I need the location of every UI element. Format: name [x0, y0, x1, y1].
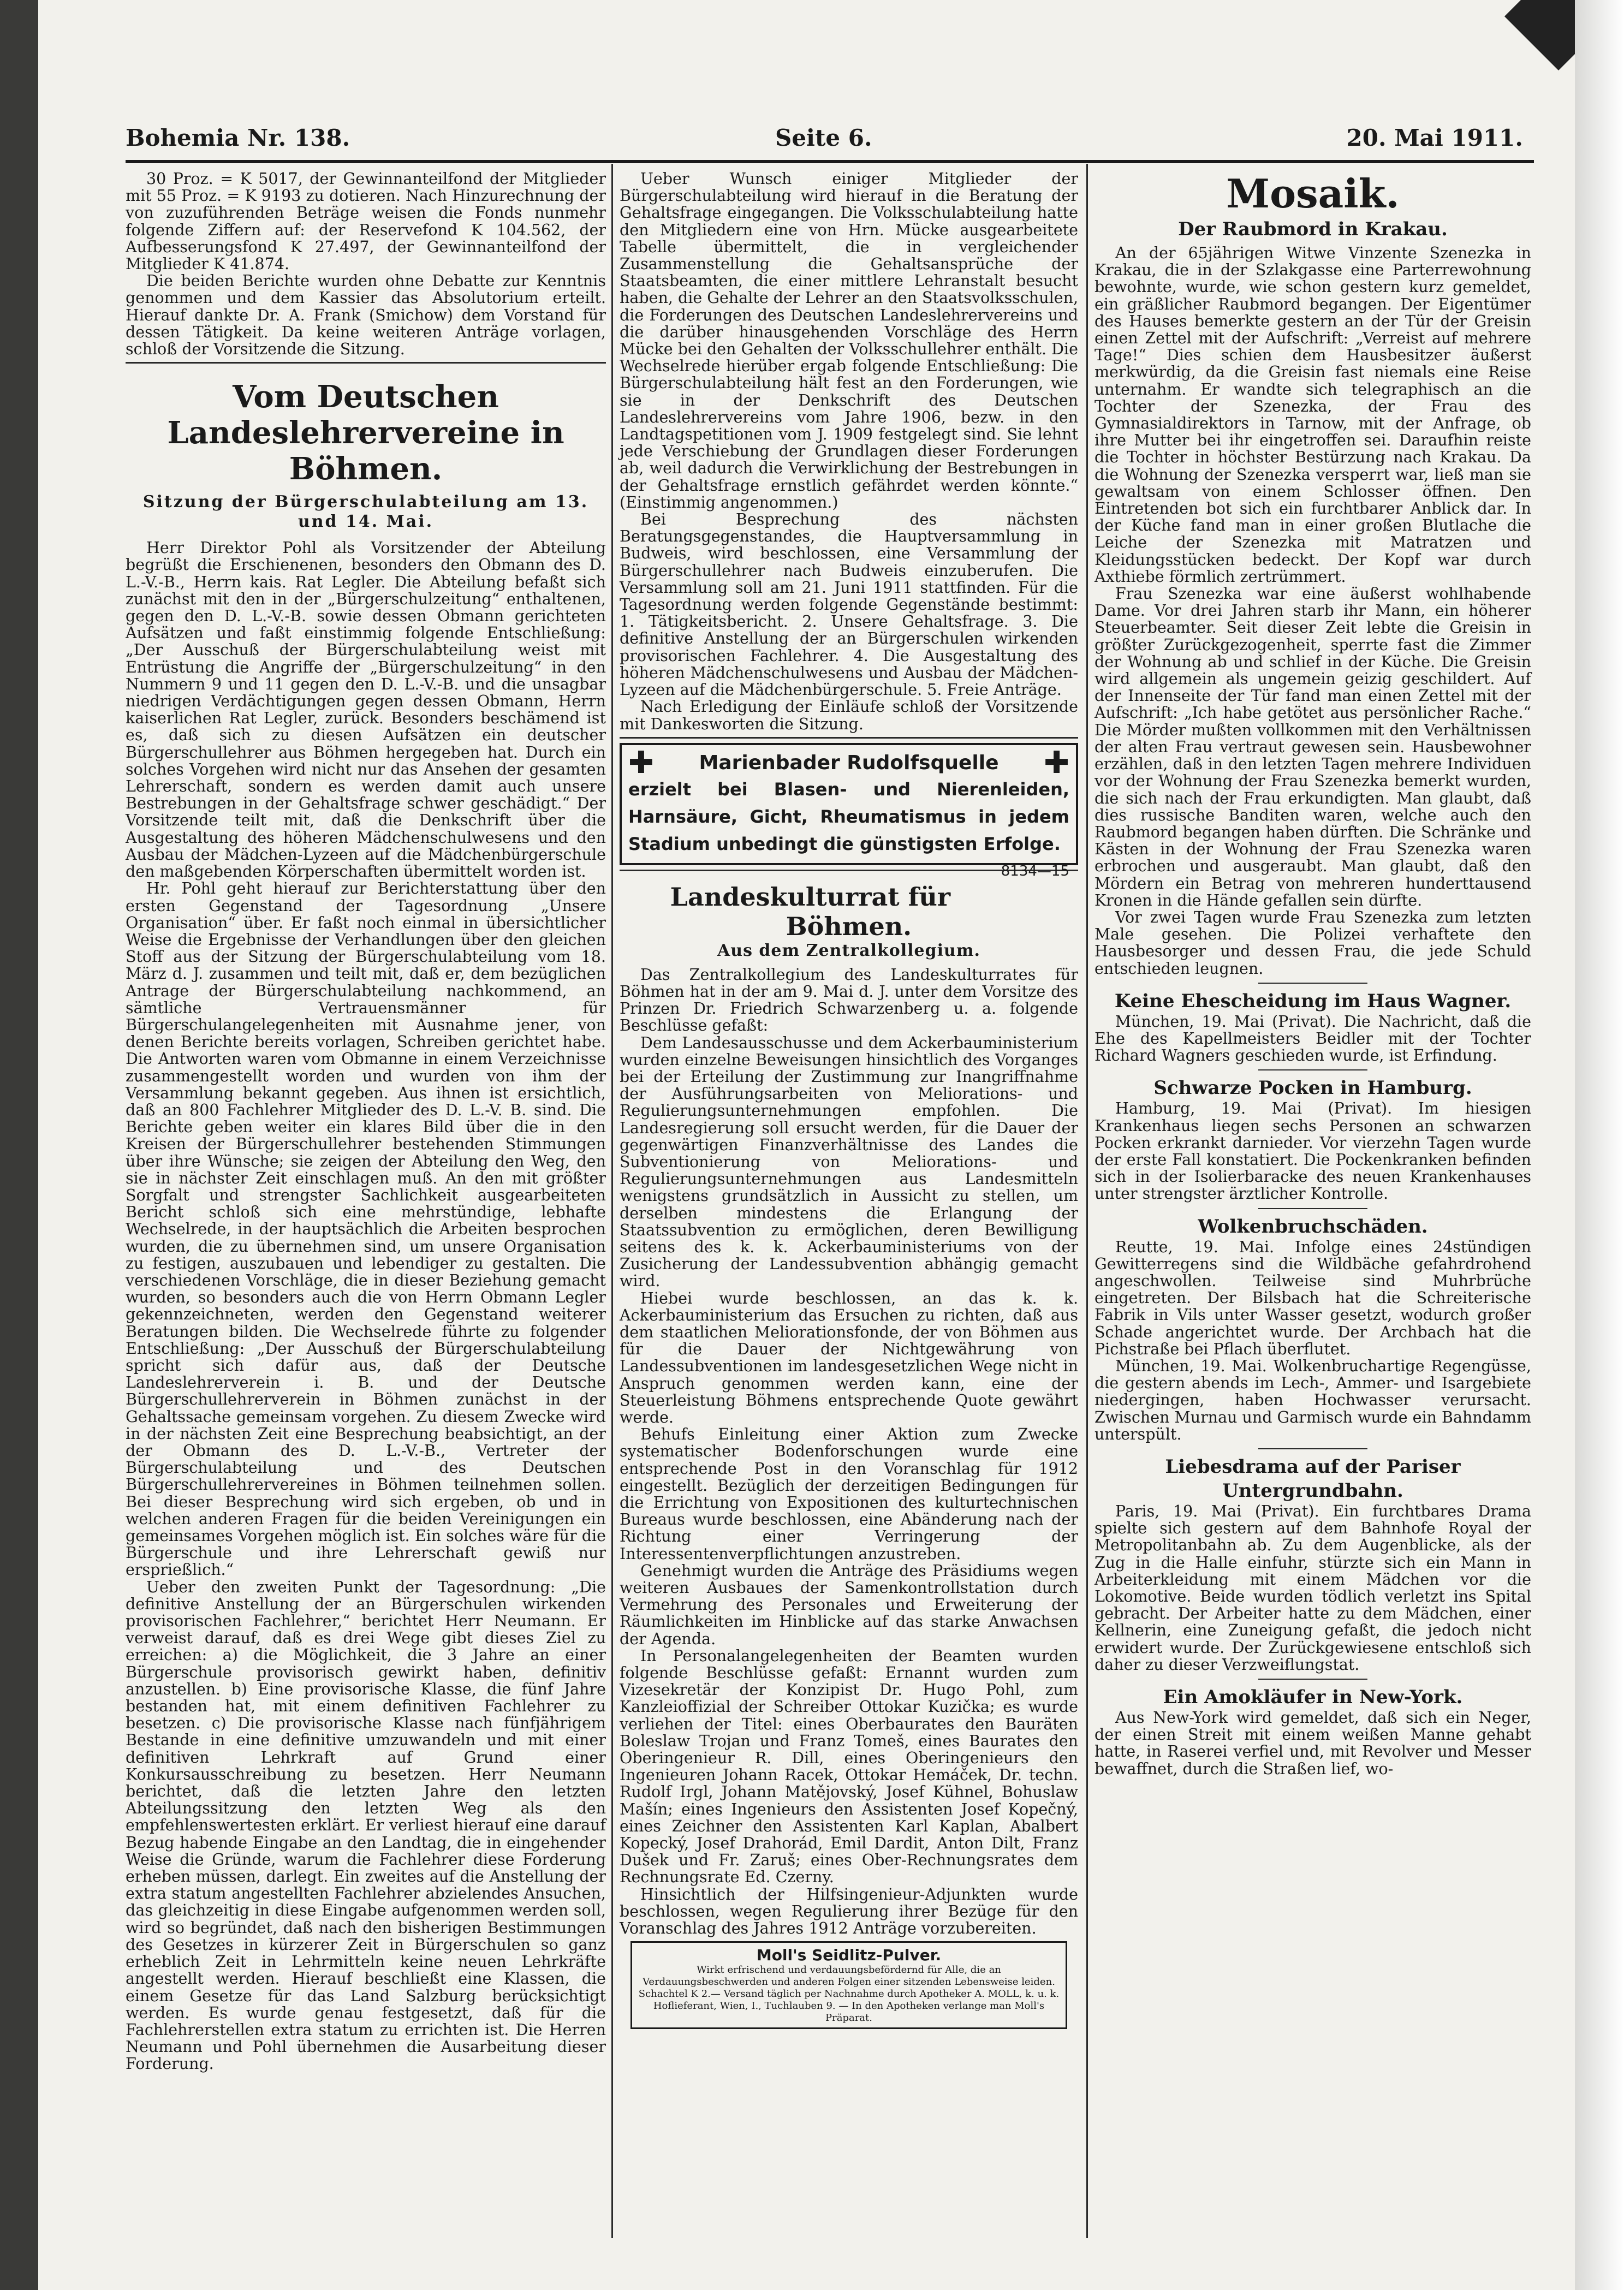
news-paragraph: Reutte, 19. Mai. Infolge eines 24stündigen Gewitterregens sind die Wildbäche gefahrdrohend angeschwollen. Teilweise sind Muhrbrüche eingetreten. Der Bilsbach hat die Schreiterische Fabrik in Vils unter Wasser gesetzt, wodurch großer Schade angerichtet wurde. Der Archbach hat die Pichstraße bei Pflach überflutet. — [1094, 1238, 1531, 1358]
article-paragraph: Nach Erledigung der Einläufe schloß der Vorsitzende mit Dankesworten die Sitzung. — [620, 698, 1078, 733]
article-paragraph: Hr. Pohl geht hierauf zur Berichterstattung über den ersten Gegenstand der Tagesordnung „Unsere Organisation“ über. Er faßt noch einmal in übersichtlicher Weise die Ergebnisse der Verhandlungen über den gleichen Stoff aus der Sitzung der Bürgerschulabteilung vom 18. März d. J. zusammen und teilt mit, daß er, dem bezüglichen Antrage der Bürgerschulabteilung nachkommend, an sämtliche Vertrauensmänner für Bürgerschulangelegenheiten mit Ausnahme jener, von denen Berichte bereits vorlagen, Schreiben gerichtet habe. Die Antworten waren vom Obmanne in einem Verzeichnisse zusammengestellt worden und wurden von ihm der Versammlung bekannt gegeben. Aus ihnen ist ersichtlich, daß an 800 Fachlehrer Mitglieder des D. L.-V. B. sind. Die Berichte geben weiter ein klares Bild über die in den Kreisen der Bürgerschullehrer bestehenden Stimmungen über ihre Wünsche; sie zeigen der Abteilung den Weg, den sie in nächster Zeit einschlagen muß. An den mit größter Sorgfalt und strengster Sachlichkeit ausgearbeiteten Bericht schloß sich eine mehrstündige, lebhafte Wechselrede, in der hauptsächlich die Arbeiten besprochen wurden, die zu übernehmen sind, um unsere Organisation zu festigen, auszubauen und lebendiger zu gestalten. Die verschiedenen Vorschläge, die in dieser Beziehung gemacht wurden, so besonders auch die von Herrn Obmann Legler gekennzeichneten, werden den Gegenstand weiterer Beratungen bilden. Die Wechselrede führte zu folgender Entschließung: „Der Ausschuß der Bürgerschulabteilung spricht sich dafür aus, daß der Deutsche Landeslehrerverein i. B. und der Deutsche Bürgerschullehrerverein in Böhmen zunächst in der Gehaltssache gemeinsam vorgehen. Zu diesem Zwecke wird in der nächsten Zeit eine Besprechung beabsichtigt, an der der Obmann des D. L.-V.-B., Vertreter der Bürgerschulabteilung und des Deutschen Bürgerschullehrervereines in Böhmen teilnehmen sollen. Bei dieser Besprechung wird sich ergeben, ob und in welchen anderen Fragen für die beiden Vereinigungen ein gemeinsames Vorgehen möglich ist. Ein solches wäre für die Bürgerschule und ihre Lehrerschaft gewiß nur ersprießlich.“ — [126, 879, 606, 1579]
article-subtitle: Sitzung der Bürgerschulabteilung am 13. und 14. Mai. — [142, 492, 589, 532]
article-title: Landeskulturrat für Böhmen. — [670, 882, 951, 941]
scan-edge-left — [0, 0, 38, 2290]
header-rule — [126, 160, 1534, 163]
ad-title: Moll's Seidlitz-Pulver. — [756, 1946, 942, 1965]
column-divider-2 — [1086, 164, 1088, 2238]
article-paragraph: Hinsichtlich der Hilfsingenieur-Adjunkten wurde beschlossen, wegen Regulierung ihrer Bezüge für den Voranschlag des Jahres 1912 Anträge vorzubereiten. — [620, 1885, 1078, 1938]
article-paragraph: Ueber Wunsch einiger Mitglieder der Bürgerschulabteilung wird hierauf in die Beratung der Gehaltsfrage eingegangen. Die Volksschulabteilung hatte den Mitgliedern eine von Hrn. Mücke ausgearbeitete Tabelle übermittelt, die in vergleichender Zusammenstellung die Gehaltsansprüche der Staatsbeamten, die einer mittlere Lehranstalt besucht haben, die Gehalte der Lehrer an den Staatsvolksschulen, die Forderungen des Deutschen Landeslehrervereins und die darüber hinausgehenden Vorschläge des Herrn Mücke bei den Gehalten der Volksschullehrer enthält. Die Wechselrede hierüber ergab folgende Entschließung: Die Bürgerschulabteilung hält fest an den Forderungen, wie sie in der Denkschrift des Deutschen Landeslehrervereins vom Jahre 1906, bezw. in den Landtagspetitionen vom J. 1909 festgelegt sind. Sie lehnt jede Verschiebung der Grundlagen dieser Forderungen ab, weil dadurch die Verwirklichung der Bestrebungen in der Gehaltsfrage ernstlich gefährdet werden könnte.“ (Einstimmig angenommen.) — [620, 170, 1078, 511]
news-paragraph: An der 65jährigen Witwe Vinzente Szenezka in Krakau, die in der Szlakgasse eine Parterrewohnung bewohnte, wurde, wie schon gestern kurz gemeldet, ein gräßlicher Raubmord begangen. Der Eigentümer des Hauses bemerkte gestern an der Tür der Greisin einen Zettel mit der Aufschrift: „Verreist auf mehrere Tage!“ Dies schien dem Hausbesitzer äußerst merkwürdig, da die Greisin fast niemals eine Reise unternahm. Er wandte sich telegraphisch an die Tochter der Szenezka, der Frau des Gymnasialdirektors in Tarnow, mit der Anfrage, ob ihre Mutter bei ihr eingetroffen sei. Daraufhin reiste die Tochter in höchster Bestürzung nach Krakau. Da die Wohnung der Szenezka versperrt war, ließ man sie gewaltsam von einem Schlosser öffnen. Den Eintretenden bot sich ein furchtbarer Anblick dar. In der Küche fand man in einer großen Blutlache die Leiche der Szenezka mit Matratzen und Kleidungsstücken bedeckt. Der Kopf war durch Axthiebe förmlich zertrümmert. — [1094, 244, 1531, 586]
news-title: Der Raubmord in Krakau. — [1178, 218, 1448, 240]
separator — [1258, 1448, 1367, 1449]
section-rule — [620, 737, 1078, 739]
article-paragraph: Das Zentralkollegium des Landeskulturrates für Böhmen hat in der am 9. Mai d. J. unter dem Vorsitze des Prinzen Dr. Friedrich Schwarzenberg u. a. folgende Beschlüsse gefaßt: — [620, 965, 1078, 1035]
ad-title: Marienbader Rudolfsquelle — [699, 751, 999, 774]
section-title: Mosaik. — [1226, 170, 1400, 217]
news-paragraph: Paris, 19. Mai (Privat). Ein furchtbares Drama spielte sich gestern auf dem Bahnhofe Royal der Metropolitanbahn ab. Zu dem Augenblicke, als der Zug in die Halle einfuhr, stürzte sich ein Mann in Arbeiterkleidung mit einem Mädchen vor die Lokomotive. Beide wurden tödlich verletzt ins Spital gebracht. Der Arbeiter hatte zu dem Mädchen, einer Kellnerin, eine Zuneigung gefaßt, die jedoch nicht erwidert wurde. Der Zurückgewiesene entschloß sich daher zu dieser Verzweiflungstat. — [1094, 1502, 1531, 1674]
article-paragraph: In Personalangelegenheiten der Beamten wurden folgende Beschlüsse gefaßt: Ernannt wurden zum Vizesekretär der Konzipist Dr. Hugo Pohl, zum Kanzleioffizial der Schreiber Ottokar Kuzička; es wurde verliehen der Titel: eines Oberbaurates den Bauräten Boleslaw Trojan und Franz Tomeš, eines Baurates den Oberingenieur R. Dill, eines Oberingenieurs den Ingenieuren Johann Racek, Ottokar Hemáček, Dr. techn. Rudolf Irgl, Johann Matějovský, Josef Kühnel, Bohuslaw Mašín; eines Ingenieurs den Assistenten Josef Kopečný, eines Zeichner den Assistenten Karl Kaplan, Abalbert Kopecký, Josef Drahorád, Emil Dardit, Anton Dilt, Franz Dušek und Fr. Zaruš; eines Ober-Rechnungsrates dem Rechnungsrate Ed. Czerny. — [620, 1646, 1078, 1887]
ad-code: 8134—15 — [1001, 863, 1069, 879]
cross-icon: ✚ — [628, 745, 654, 781]
separator — [1258, 1069, 1367, 1070]
news-title: Liebesdrama auf der Pariser Untergrundbahn. — [1165, 1456, 1461, 1502]
column-3 — [1094, 170, 1531, 2212]
news-title: Keine Ehescheidung im Haus Wagner. — [1114, 990, 1512, 1012]
column-divider-1 — [611, 164, 613, 2238]
news-title: Wolkenbruchschäden. — [1198, 1215, 1428, 1238]
header-page-number: Seite 6. — [775, 124, 872, 151]
page-header — [126, 124, 1523, 158]
cross-icon: ✚ — [1044, 745, 1069, 781]
separator — [1258, 1208, 1367, 1209]
news-paragraph: München, 19. Mai. Wolkenbruchartige Regengüsse, die gestern abends im Lech-, Ammer- und Isargebiete niedergingen, haben Hochwasser verursacht. Zwischen Murnau und Garmisch wurde ein Bahndamm unterspült. — [1094, 1357, 1531, 1443]
ad-text: Wirkt erfrischend und verdauungsbefördernd für Alle, die an Verdauungsbeschwerden und anderen Folgen einer sitzenden Lebensweise leiden. Schachtel K 2.— Versand täglich per Nachnahme durch Apotheker A. MOLL, k. u. k. Hoflieferant, Wien, I., Tuchlauben 9. — In den Apotheken verlange man Moll's Präparat. — [638, 1964, 1060, 2024]
separator — [1258, 983, 1367, 984]
article-subtitle: Aus dem Zentralkollegium. — [717, 941, 981, 960]
news-paragraph: Hamburg, 19. Mai (Privat). Im hiesigen Krankenhaus liegen sechs Personen an schwarzen Pocken erkrankt darnieder. Vor vierzehn Tagen wurde der erste Fall konstatiert. Die Pockenkranken befinden sich in der Isolierbaracke des neuen Krankenhauses unter strengster ärztlicher Kontrolle. — [1094, 1099, 1531, 1203]
advertisement-rudolfsquelle — [620, 743, 1078, 879]
scan-edge-right — [1575, 0, 1624, 2290]
article-paragraph: Hiebei wurde beschlossen, an das k. k. Ackerbauministerium das Ersuchen zu richten, daß aus dem staatlichen Meliorationsfonde, der von Böhmen aus für die Dauer der Nichtgewährung von Landessubventionen im landesgesetzlichen Wege nicht in Anspruch genommen werden kann, eine der Steuerleistung Böhmens entsprechende Quote gewährt werde. — [620, 1289, 1078, 1426]
ad-text: erzielt bei Blasen- und Nierenleiden, Harnsäure, Gicht, Rheumatismus in jedem Stadium unbedingt die günstigsten Erfolge. — [628, 778, 1069, 854]
article-paragraph: Behufs Einleitung einer Aktion zum Zwecke systematischer Bodenforschungen wurde eine entsprechende Post in den Voranschlag für 1912 eingestellt. Bezüglich der derzeitigen Bedingungen für die Errichtung von Expositionen des kulturtechnischen Bureaus wurde beschlossen, eine Abänderung nach der Richtung einer Verringerung der Interessentenverpflichtungen anzustreben. — [620, 1425, 1078, 1563]
column-2 — [620, 170, 1078, 2212]
advertisement-seidlitz — [630, 1941, 1067, 2029]
news-title: Ein Amokläufer in New-York. — [1163, 1686, 1463, 1709]
news-paragraph: Vor zwei Tagen wurde Frau Szenezka zum letzten Male gesehen. Die Polizei verhaftete den Hausbesorger und dessen Frau, die jede Schuld entschieden leugnen. — [1094, 908, 1531, 978]
article-paragraph: Herr Direktor Pohl als Vorsitzender der Abteilung begrüßt die Erschienenen, besonders den Obmann des D. L.-V.-B., Herrn kais. Rat Legler. Die Abteilung befaßt sich zunächst mit den in der „Bürgerschulzeitung“ enthaltenen, gegen den D. L.-V.-B. sowie dessen Obmann gerichteten Aufsätzen und faßt einstimmig folgende Entschließung: „Der Ausschuß der Bürgerschulabteilung weist mit Entrüstung die Angriffe der „Bürgerschulzeitung“ in den Nummern 9 und 11 gegen den D. L.-V.-B. und die unsagbar niedrigen Verdächtigungen gegen dessen Obmann, Herrn kaiserlichen Rat Legler, zurück. Besonders beschämend ist es, daß sich zu diesen Aufsätzen ein deutscher Bürgerschullehrer aus Böhmen hergegeben hat. Durch ein solches Vorgehen wird nicht nur das Ansehen der gesamten Lehrerschaft, sondern es werden damit auch unsere Bestrebungen in der Gehaltsfrage schwer geschädigt.“ Der Vorsitzende teilt mit, daß die Denkschrift über die Ausgestaltung des höheren Mädchenschulwesens und den Ausbau der Mädchen-Lyzeen auf die Mädchenbürgerschule den maßgebenden Körperschaften übermittelt worden ist. — [126, 539, 606, 881]
article-paragraph: Dem Landesausschusse und dem Ackerbauministerium wurden einzelne Beweisungen hinsichtlich des Vorganges bei der Erteilung der Zustimmung zur Inangriffnahme der Ausführungsarbeiten von Meliorations- und Regulierungsunternehmungen empfohlen. Die Landesregierung soll ersucht werden, für die Dauer der gegenwärtigen Finanzverhältnisse des Landes die Subventionierung von Meliorations- und Regulierungsunternehmungen aus Landesmitteln wenigstens grundsätzlich in Aussicht zu stellen, um derselben mindestens die Erlangung der Staatssubvention zu ermöglichen, deren Bewilligung seitens des k. k. Ackerbauministeriums von der Zusicherung der Landessubvention abhängig gemacht wird. — [620, 1033, 1078, 1290]
header-paper-name: Bohemia Nr. 138. — [126, 124, 350, 151]
news-paragraph: München, 19. Mai (Privat). Die Nachricht, daß die Ehe des Kapellmeisters Beidler mit der Tochter Richard Wagners geschieden wurde, ist Erfindung. — [1094, 1012, 1531, 1065]
folded-corner — [1504, 0, 1575, 70]
article-paragraph: Bei Besprechung des nächsten Beratungsgegenstandes, die Hauptversammlung in Budweis, wird beschlossen, eine Versammlung der Bürgerschullehrer nach Budweis einzuberufen. Die Versammlung soll am 21. Juni 1911 stattfinden. Für die Tagesordnung werden folgende Gegenstände bestimmt: 1. Tätigkeitsbericht. 2. Unsere Gehaltsfrage. 3. Die definitive Anstellung der an Bürgerschulen wirkenden provisorischen Fachlehrer. 4. Die Ausgestaltung des höheren Mädchenschulwesens und Ausbau der Mädchen-Lyzeen auf die Mädchenbürgerschule. 5. Freie Anträge. — [620, 510, 1078, 699]
separator — [1258, 1679, 1367, 1680]
newspaper-page — [38, 0, 1575, 2290]
intro-paragraph: 30 Proz. = K 5017, der Gewinnanteilfond der Mitglieder mit 55 Proz. = K 9193 zu dotieren. Nach Hinzurechnung der von zuzuführenden Beträge weisen die Fonds nunmehr folgende Ziffern auf: der Reservefond K 104.562, der Aufbesserungsfond K 27.497, der Gewinnanteilfond der Mitglieder K 41.874. — [126, 170, 606, 273]
column-1 — [126, 170, 606, 2212]
article-paragraph: Ueber den zweiten Punkt der Tagesordnung: „Die definitive Anstellung der an Bürgerschulen wirkenden provisorischen Fachlehrer,“ berichtet Herr Neumann. Er verweist darauf, daß es drei Wege gibt dieses Ziel zu erreichen: a) die Möglichkeit, die 3 Jahre an einer Bürgerschule provisorisch gewirkt haben, definitiv anzustellen. b) Eine provisorische Klasse, die fünf Jahre bestanden hat, mit einem definitiven Fachlehrer zu besetzen. c) Die provisorische Klasse nach fünfjährigem Bestande in eine definitive umzuwandeln und mit einer definitiven Lehrkraft auf Grund einer Konkursausschreibung zu besetzen. Herr Neumann berichtet, daß die letzten Jahre den letzten Abteilungssitzung den letzten Weg als den empfehlenswertesten erklärt. Er verliest hierauf eine darauf Bezug habende Eingabe an den Landtag, die in eingehender Weise die Gründe, warum die Fachlehrer diese Forderung erheben müssen, darlegt. Ein zweites auf die Anstellung der extra statum angestellten Fachlehrer abzielendes Ansuchen, das gleichzeitig in diese Eingabe aufgenommen werden soll, wird so begründet, daß nach den bisherigen Bestimmungen des Gesetzes in kürzerer Zeit in Bürgerschulen so ganz erheblich Zeit in Lehrmitteln keine neuen Lehrkräfte angestellt werden. Hierauf beschließt eine Klassen, die einem Gesetze für das Land Salzburg berücksichtigt werden. Es wurde genau festgesetzt, daß für die Fachlehrerstellen extra statum zu errichten ist. Die Herren Neumann und Pohl übernehmen die Ausarbeitung dieser Forderung. — [126, 1578, 606, 2073]
news-paragraph: Frau Szenezka war eine äußerst wohlhabende Dame. Vor drei Jahren starb ihr Mann, ein höherer Steuerbeamter. Seit dieser Zeit lebte die Greisin in größter Zurückgezogenheit, sperrte fast die Zimmer der Wohnung ab und schlief in der Küche. Die Greisin wird allgemein als ungemein geizig geschildert. Auf der Innenseite der Tür fand man einen Zettel mit der Aufschrift: „Ich habe getötet aus persönlicher Rache.“ Die Mörder mußten vollkommen mit den Verhältnissen der alten Frau vertraut gewesen sein. Hausbewohner erzählen, daß in den letzten Tagen mehrere Individuen vor der Wohnung der Frau Szenezka bemerkt wurden, die sich nach der Frau erkundigten. Man glaubt, daß dies russische Banditen waren, welche auch den Raubmord begangen haben dürften. Die Schränke und Kästen in der Wohnung der Frau Szenezka waren erbrochen und ausgeraubt. Man glaubt, daß den Mördern ein Betrag von mehreren hunderttausend Kronen in die Hände gefallen sein dürfte. — [1094, 585, 1531, 909]
header-date: 20. Mai 1911. — [1346, 124, 1523, 151]
section-rule — [126, 362, 606, 364]
article-title: Vom Deutschen Landeslehrervereine in Böhmen. — [167, 379, 564, 487]
news-paragraph: Aus New-York wird gemeldet, daß sich ein Neger, der einen Streit mit einem weißen Manne gehabt hatte, in Raserei verfiel und, mit Revolver und Messer bewaffnet, durch die Straßen lief, wo- — [1094, 1709, 1531, 1778]
article-paragraph: Genehmigt wurden die Anträge des Präsidiums wegen weiteren Ausbaues der Samenkontrollstation durch Vermehrung des Personales und Erweiterung der Räumlichkeiten im Hinblicke auf das starke Anwachsen der Agenda. — [620, 1561, 1078, 1648]
intro-paragraph: Die beiden Berichte wurden ohne Debatte zur Kenntnis genommen und dem Kassier das Absolutorium erteilt. Hierauf dankte Dr. A. Frank (Smichow) dem Vorstand für dessen Tätigkeit. Da keine weiteren Anträge vorlagen, schloß der Vorsitzende die Sitzung. — [126, 272, 606, 359]
news-title: Schwarze Pocken in Hamburg. — [1153, 1077, 1472, 1099]
